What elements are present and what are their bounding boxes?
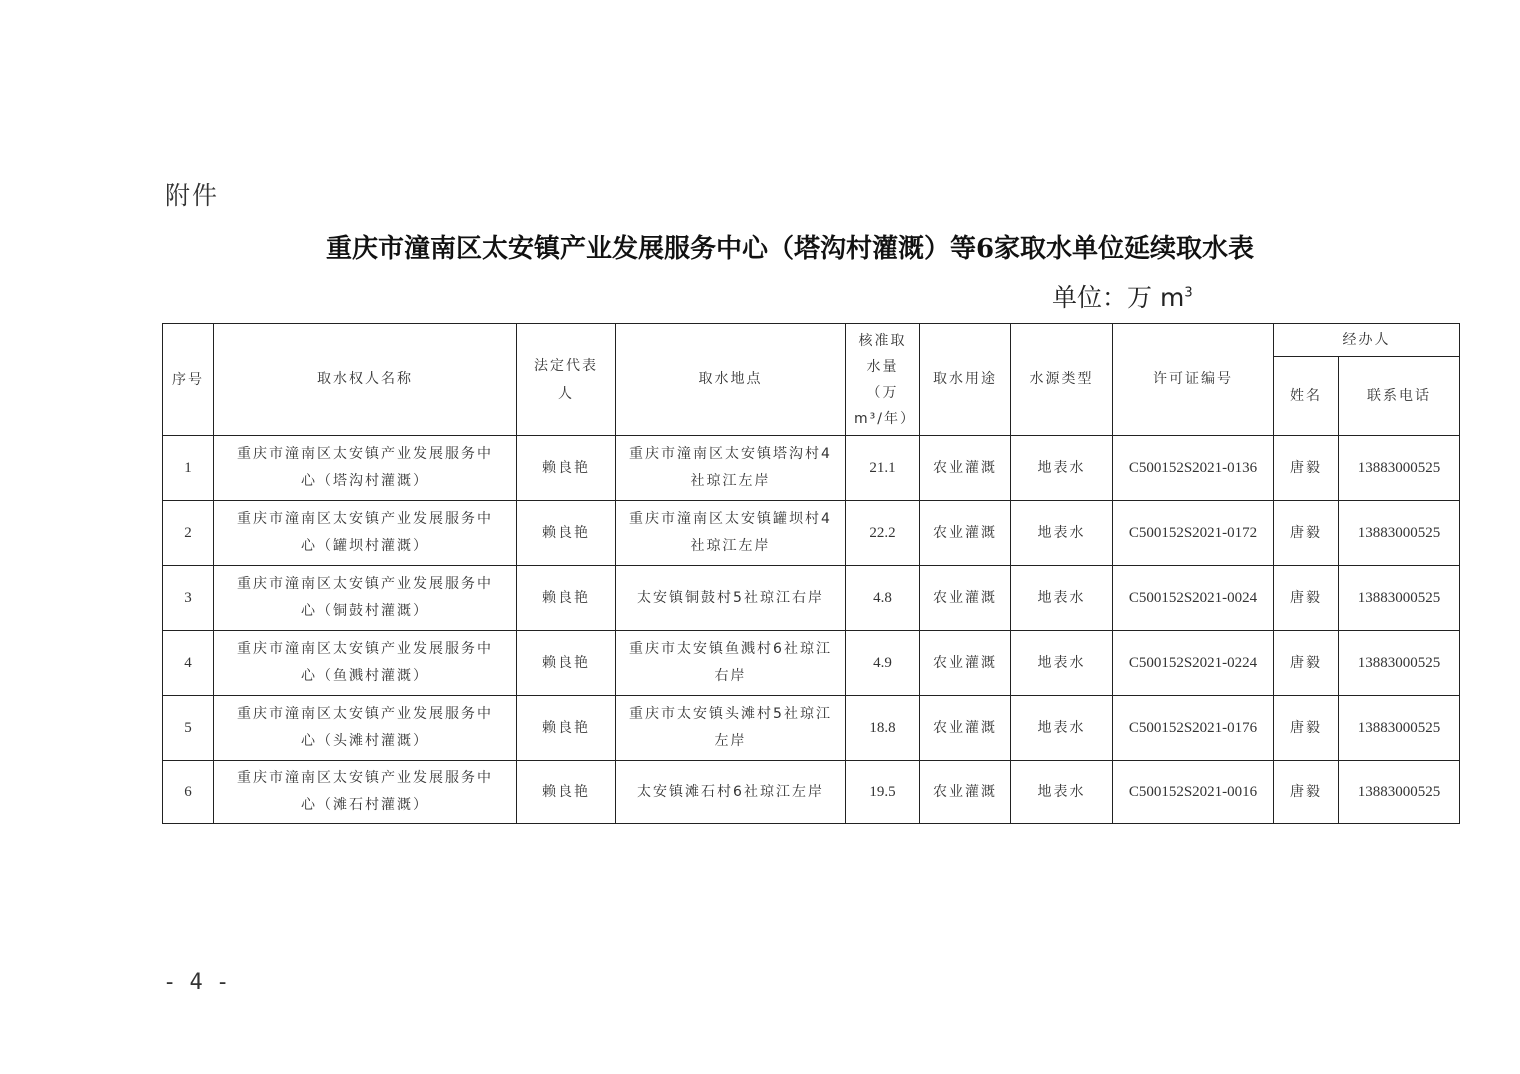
cell-handler-phone: 13883000525 <box>1339 501 1460 566</box>
cell-location: 重庆市潼南区太安镇塔沟村4社琼江左岸 <box>616 436 846 501</box>
cell-volume: 21.1 <box>846 436 920 501</box>
header-location: 取水地点 <box>616 324 846 436</box>
header-source-type: 水源类型 <box>1011 324 1113 436</box>
cell-location: 重庆市潼南区太安镇罐坝村4社琼江左岸 <box>616 501 846 566</box>
cell-license: C500152S2021-0176 <box>1113 696 1274 761</box>
attachment-label: 附件 <box>165 181 220 210</box>
cell-legal-rep: 赖良艳 <box>517 501 616 566</box>
cell-handler-name: 唐毅 <box>1274 761 1339 824</box>
cell-source-type: 地表水 <box>1011 501 1113 566</box>
cell-handler-name: 唐毅 <box>1274 696 1339 761</box>
cell-usage: 农业灌溉 <box>920 501 1011 566</box>
cell-license: C500152S2021-0172 <box>1113 501 1274 566</box>
unit-superscript: 3 <box>1184 285 1193 301</box>
cell-legal-rep: 赖良艳 <box>517 631 616 696</box>
page-number: - 4 - <box>163 970 230 995</box>
cell-location: 太安镇铜鼓村5社琼江右岸 <box>616 566 846 631</box>
cell-location: 重庆市太安镇头滩村5社琼江左岸 <box>616 696 846 761</box>
table-row <box>163 501 1460 566</box>
cell-handler-phone: 13883000525 <box>1339 566 1460 631</box>
cell-location: 重庆市太安镇鱼溅村6社琼江右岸 <box>616 631 846 696</box>
water-permit-table <box>162 323 1460 824</box>
cell-usage: 农业灌溉 <box>920 761 1011 824</box>
cell-seq: 2 <box>163 501 214 566</box>
cell-seq: 1 <box>163 436 214 501</box>
cell-legal-rep: 赖良艳 <box>517 436 616 501</box>
header-handler: 经办人 <box>1274 324 1460 357</box>
cell-seq: 6 <box>163 761 214 824</box>
cell-volume: 22.2 <box>846 501 920 566</box>
cell-handler-name: 唐毅 <box>1274 501 1339 566</box>
cell-name: 重庆市潼南区太安镇产业发展服务中心（滩石村灌溉） <box>214 761 517 824</box>
cell-name: 重庆市潼南区太安镇产业发展服务中心（铜鼓村灌溉） <box>214 566 517 631</box>
cell-legal-rep: 赖良艳 <box>517 696 616 761</box>
cell-location: 太安镇滩石村6社琼江左岸 <box>616 761 846 824</box>
cell-name: 重庆市潼南区太安镇产业发展服务中心（罐坝村灌溉） <box>214 501 517 566</box>
cell-usage: 农业灌溉 <box>920 566 1011 631</box>
cell-usage: 农业灌溉 <box>920 696 1011 761</box>
cell-seq: 3 <box>163 566 214 631</box>
cell-handler-name: 唐毅 <box>1274 436 1339 501</box>
cell-license: C500152S2021-0136 <box>1113 436 1274 501</box>
cell-seq: 4 <box>163 631 214 696</box>
cell-handler-phone: 13883000525 <box>1339 696 1460 761</box>
cell-handler-phone: 13883000525 <box>1339 761 1460 824</box>
cell-source-type: 地表水 <box>1011 436 1113 501</box>
header-legal-rep: 法定代表人 <box>517 324 616 436</box>
cell-legal-rep: 赖良艳 <box>517 761 616 824</box>
cell-handler-phone: 13883000525 <box>1339 436 1460 501</box>
cell-name: 重庆市潼南区太安镇产业发展服务中心（头滩村灌溉） <box>214 696 517 761</box>
cell-usage: 农业灌溉 <box>920 631 1011 696</box>
cell-source-type: 地表水 <box>1011 631 1113 696</box>
header-usage: 取水用途 <box>920 324 1011 436</box>
cell-name: 重庆市潼南区太安镇产业发展服务中心（塔沟村灌溉） <box>214 436 517 501</box>
table-row <box>163 436 1460 501</box>
cell-volume: 19.5 <box>846 761 920 824</box>
table-row <box>163 566 1460 631</box>
cell-source-type: 地表水 <box>1011 696 1113 761</box>
header-name: 取水权人名称 <box>214 324 517 436</box>
cell-legal-rep: 赖良艳 <box>517 566 616 631</box>
unit-text: 单位：万 m <box>1052 283 1185 312</box>
header-volume: 核准取水量（万m³/年） <box>846 324 920 436</box>
document-title: 重庆市潼南区太安镇产业发展服务中心（塔沟村灌溉）等6家取水单位延续取水表 <box>325 234 1255 264</box>
cell-source-type: 地表水 <box>1011 761 1113 824</box>
cell-volume: 18.8 <box>846 696 920 761</box>
cell-license: C500152S2021-0224 <box>1113 631 1274 696</box>
cell-name: 重庆市潼南区太安镇产业发展服务中心（鱼溅村灌溉） <box>214 631 517 696</box>
table-row <box>163 696 1460 761</box>
cell-volume: 4.8 <box>846 566 920 631</box>
cell-usage: 农业灌溉 <box>920 436 1011 501</box>
cell-handler-name: 唐毅 <box>1274 631 1339 696</box>
header-handler-phone: 联系电话 <box>1339 357 1460 436</box>
cell-license: C500152S2021-0024 <box>1113 566 1274 631</box>
cell-license: C500152S2021-0016 <box>1113 761 1274 824</box>
header-seq: 序号 <box>163 324 214 436</box>
cell-handler-phone: 13883000525 <box>1339 631 1460 696</box>
table-row <box>163 631 1460 696</box>
unit-label <box>1052 278 1193 314</box>
header-license: 许可证编号 <box>1113 324 1274 436</box>
header-row <box>163 324 1460 357</box>
header-handler-name: 姓名 <box>1274 357 1339 436</box>
cell-source-type: 地表水 <box>1011 566 1113 631</box>
cell-seq: 5 <box>163 696 214 761</box>
cell-handler-name: 唐毅 <box>1274 566 1339 631</box>
cell-volume: 4.9 <box>846 631 920 696</box>
table-row <box>163 761 1460 824</box>
